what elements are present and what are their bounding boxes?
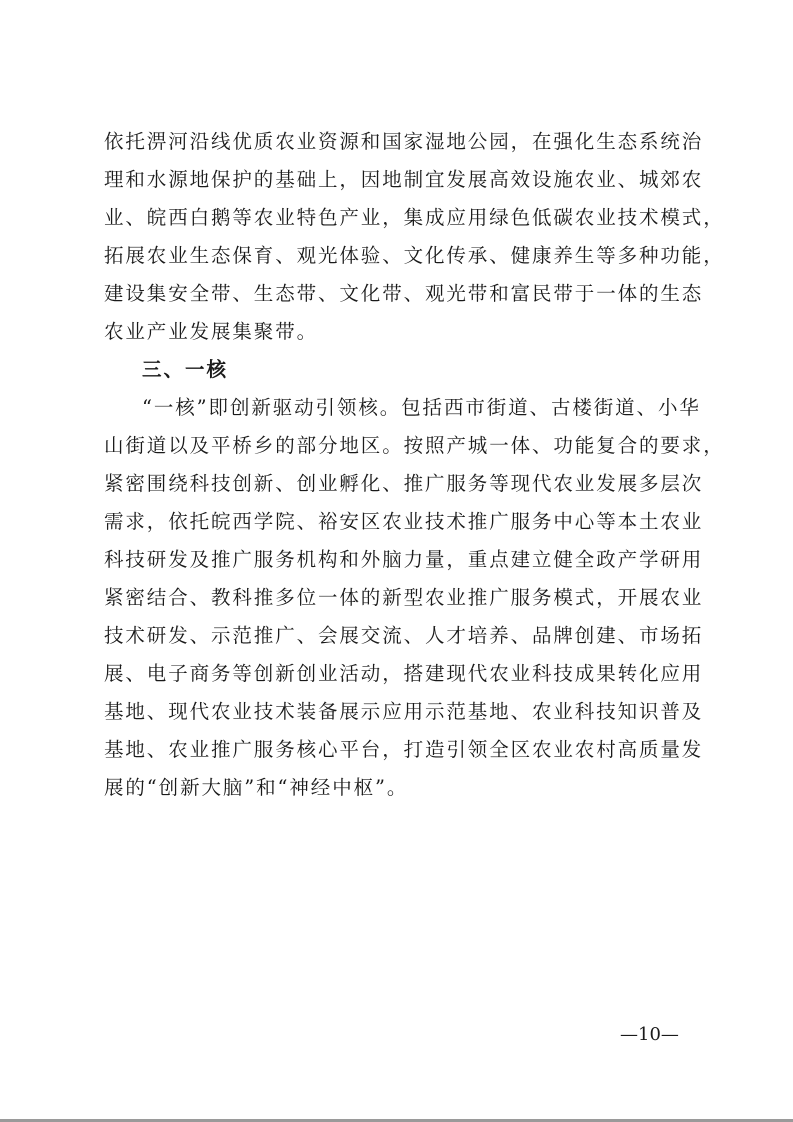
paragraph-1-line: 拓展农业生态保育、观光体验、文化传承、健康养生等多种功能， <box>104 244 725 267</box>
paragraph-2-line: 基地、现代农业技术装备展示应用示范基地、农业科技知识普及 <box>104 700 704 723</box>
paragraph-1-line: 依托淠河沿线优质农业资源和国家湿地公园，在强化生态系统治 <box>104 130 704 153</box>
paragraph-2-line: 展的“创新大脑”和“神经中枢”。 <box>104 776 409 799</box>
paragraph-2-line: 山街道以及平桥乡的部分地区。按照产城一体、功能复合的要求， <box>104 434 725 457</box>
page-number: —10— <box>620 1024 679 1045</box>
paragraph-2-line: 需求，依托皖西学院、裕安区农业技术推广服务中心等本土农业 <box>104 510 704 533</box>
paragraph-1-line: 业、皖西白鹅等农业特色产业，集成应用绿色低碳农业技术模式， <box>104 206 725 229</box>
paragraph-1-line: 农业产业发展集聚带。 <box>104 320 319 343</box>
paragraph-2-line: 展、电子商务等创新创业活动，搭建现代农业科技成果转化应用 <box>104 662 704 685</box>
section-heading: 三、一核 <box>142 358 229 381</box>
paragraph-2-line: 紧密围绕科技创新、创业孵化、推广服务等现代农业发展多层次 <box>104 472 704 495</box>
paragraph-2-line: 科技研发及推广服务机构和外脑力量，重点建立健全政产学研用 <box>104 548 704 571</box>
paragraph-2-line: 技术研发、示范推广、会展交流、人才培养、品牌创建、市场拓 <box>104 624 704 647</box>
paragraph-2-line: 基地、农业推广服务核心平台，打造引领全区农业农村高质量发 <box>104 738 704 761</box>
paragraph-2-line: 紧密结合、教科推多位一体的新型农业推广服务模式，开展农业 <box>104 586 704 609</box>
paragraph-2-line: “一核”即创新驱动引领核。包括西市街道、古楼街道、小华 <box>142 396 701 419</box>
paragraph-1-line: 理和水源地保护的基础上，因地制宜发展高效设施农业、城郊农 <box>104 168 704 191</box>
paragraph-1-line: 建设集安全带、生态带、文化带、观光带和富民带于一体的生态 <box>104 282 704 305</box>
